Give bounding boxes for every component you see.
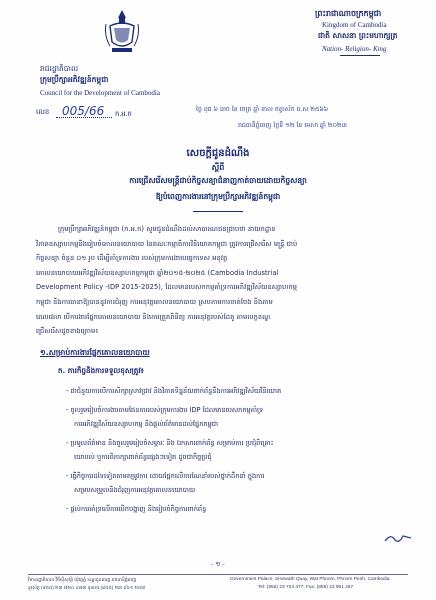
ref-suffix: ក.អ.ក [115, 110, 132, 118]
bullet-item [66, 469, 411, 498]
intro-paragraph [36, 222, 413, 339]
kingdom-en: Kingdom of Cambodia [322, 21, 387, 29]
intro-line: គោលនយោបាយអភិវឌ្ឍវិស័យឧស្សាហកម្មកម្ពុជា ឆ្នាំ២០១៥-២០២៥ (Cambodia Industrial [36, 268, 279, 277]
intro-line: ជ្រើសរើសដូចខាងក្រោម៖ [36, 327, 99, 336]
cdc-emblem [102, 8, 142, 56]
title-divider [193, 211, 243, 212]
doc-subtitle-about: ស្តីពី [211, 163, 225, 172]
ref-dotted-line [56, 117, 112, 118]
bullet-item [66, 436, 411, 465]
doc-subtitle-line1: ការជ្រើសរើសមន្ត្រីជាប់កិច្ចសន្យាជំនាញកាត់ចាយដោយកិច្ចសន្យា [129, 176, 307, 185]
intro-line: វិភាគឧស្សាហកម្មនិងរៀបចំគោលនយោបាយ នៃគណៈកម្មាធិការវិនិយោគកម្ពុជា ត្រូវការជ្រើសរើស មន្ត្រី ជាប់ [36, 239, 298, 248]
footer-address-kh: វិមានរដ្ឋាភិបាល វិថីស៊ីសុវត្ថិ ឃុំវត្តភ្នំ ខណ្ឌដូនពេញ រាជធានីភ្នំពេញ [28, 577, 137, 582]
motto-kh: ជាតិ សាសនា ព្រះមហាក្សត្រ [318, 31, 398, 40]
motto-en: Nation- Religion- King [322, 45, 387, 53]
intro-line: Development Policy -IDP 2015-2025), ដែលមានបេសកកម្មគាំទ្រការអភិវឌ្ឍវិស័យឧស្សាហកម្ម [36, 283, 298, 292]
bullet-line: - ធ្វើកិច្ចការដទៃទៀតតាមតម្រូវការ ដោយផ្អែកលើការណែនាំរបស់ថ្នាក់ដឹកនាំ ក្នុងការ [66, 471, 265, 480]
intro-line: ពេលវេលា បើការងារផ្នែកគោលនយោបាយ និងការត្រួតពិនិត្យ ការអនុវត្តរបស់ដៃគូ តាមលក្ខខណ្ឌ [36, 312, 271, 321]
intro-line: ក្រុមប្រឹក្សាអភិវឌ្ឍន៍កម្ពុជា (ក.អ.ក) សូមជូនដំណឹងដល់សាធារណជនជ្រាបថា នាយកដ្ឋាន [58, 225, 276, 233]
doc-title: សេចក្តីជូនដំណឹង [186, 148, 250, 159]
initial-signature [383, 530, 413, 549]
gov-kh: រាជរដ្ឋាភិបាល [40, 64, 79, 73]
bullet-line: យោបល់ ឬការពិភាក្សាពាក់ព័ន្ធផ្សេងៗទៀត ដូចជាកិច្ចប្រជុំ [74, 453, 212, 461]
bullet-line: - ចូលរួមរៀបចំការងារតាមផែនការរបស់ក្រុមការងារ IDP ដែលមានបេសកកម្មគាំទ្រ [66, 405, 264, 414]
page-number: - ១ - [211, 560, 225, 568]
bullet-line: សម្របសម្រួលនិងជំរុញការអនុវត្តគោលនយោបាយ [74, 486, 196, 494]
intro-line: កិច្ចសន្យា ចំនួន ០១ រូប ដើម្បីគាំទ្រការងារ របស់ក្រុមការងារបច្ចេកទេស អនុវត្ត [36, 254, 228, 263]
cdc-kh: ក្រុមប្រឹក្សាអភិវឌ្ឍន៍កម្ពុជា [40, 75, 109, 84]
footer-contact-kh: ទូរស័ព្ទ (៨៥៥) ២៣ ៧២៤ ៤៧៧ ទូរសារ (៨៥៥) ២៣ ៩៦១ ២៥៧ [28, 585, 146, 590]
cdc-en: Council for the Development of Cambodia [40, 89, 160, 97]
bullet-line: - ប្រមូលព័ត៌មាន និងចូលរួមរៀបចំសម្ភារៈ និង ឯកសារពាក់ព័ន្ធ សម្រាប់ការ ប្រជុំពិគ្រោះ [66, 438, 274, 447]
date-solar: រាជធានីភ្នំពេញ ថ្ងៃទី ១២ ខែ មេសា ឆ្នាំ ២០២៣ [238, 122, 347, 129]
kingdom-kh: ព្រះរាជាណាចក្រកម្ពុជា [315, 9, 382, 18]
bullet-item [66, 384, 411, 399]
date-lunar: ថ្ងៃ ពុធ ៦ រោច ខែ ចេត្រ ឆ្នាំ ខាល ចត្វាស័ក ព.ស ២៥៦៦ [196, 106, 329, 113]
doc-subtitle-line2: ឱ្យបំពេញការងារនៅក្រុមប្រឹក្សាអភិវឌ្ឍន៍កម្ពុជា [155, 192, 281, 201]
bullet-line: - ផ្តល់ការគាំទ្រលើការបើកបង្ហាញ និងរៀបចំកិច្ចការពាក់ព័ន្ធ [66, 504, 207, 513]
bullet-line: ការអភិវឌ្ឍវិស័យឧស្សាហកម្ម និងផ្តល់ព័ត៌មានដល់ផ្នែកកម្ពុជា [74, 420, 219, 428]
ref-number: 005/66 [62, 104, 105, 118]
footer-divider [28, 574, 408, 575]
intro-line: កម្ពុជា និងការធានាឱ្យបាននូវការជំរុញ ការអនុវត្តគោលនយោបាយ ស្របតាមការចាត់ចែង និងតាម [36, 297, 273, 306]
motto-divider [340, 55, 380, 56]
section-heading: ១.សម្រាប់ការងារផ្នែកគោលនយោបាយ [40, 348, 150, 357]
footer-contact-en: Tel: (855) 23 724 477, Fax: (855) 23 961 257 [258, 585, 354, 590]
footer-address-en: Government Palace, Sisowath Quay, Wat Phnom, Phnom Penh, Cambodia. [230, 577, 391, 582]
bullet-list [66, 384, 411, 516]
bullet-item [66, 403, 411, 432]
ref-label: លេខ [36, 108, 50, 116]
bullet-item [66, 502, 411, 517]
subsection-heading: ក. ភារកិច្ចនិងការទទួលខុសត្រូវ៖ [58, 366, 144, 375]
bullet-line: - ជាជំនួយការបើការសិក្សាស្រាវជ្រាវ និងវិភាគទិន្នន័យពាក់ព័ន្ធនឹងការអភិវឌ្ឍវិស័យវិនិយោគ [66, 387, 282, 395]
